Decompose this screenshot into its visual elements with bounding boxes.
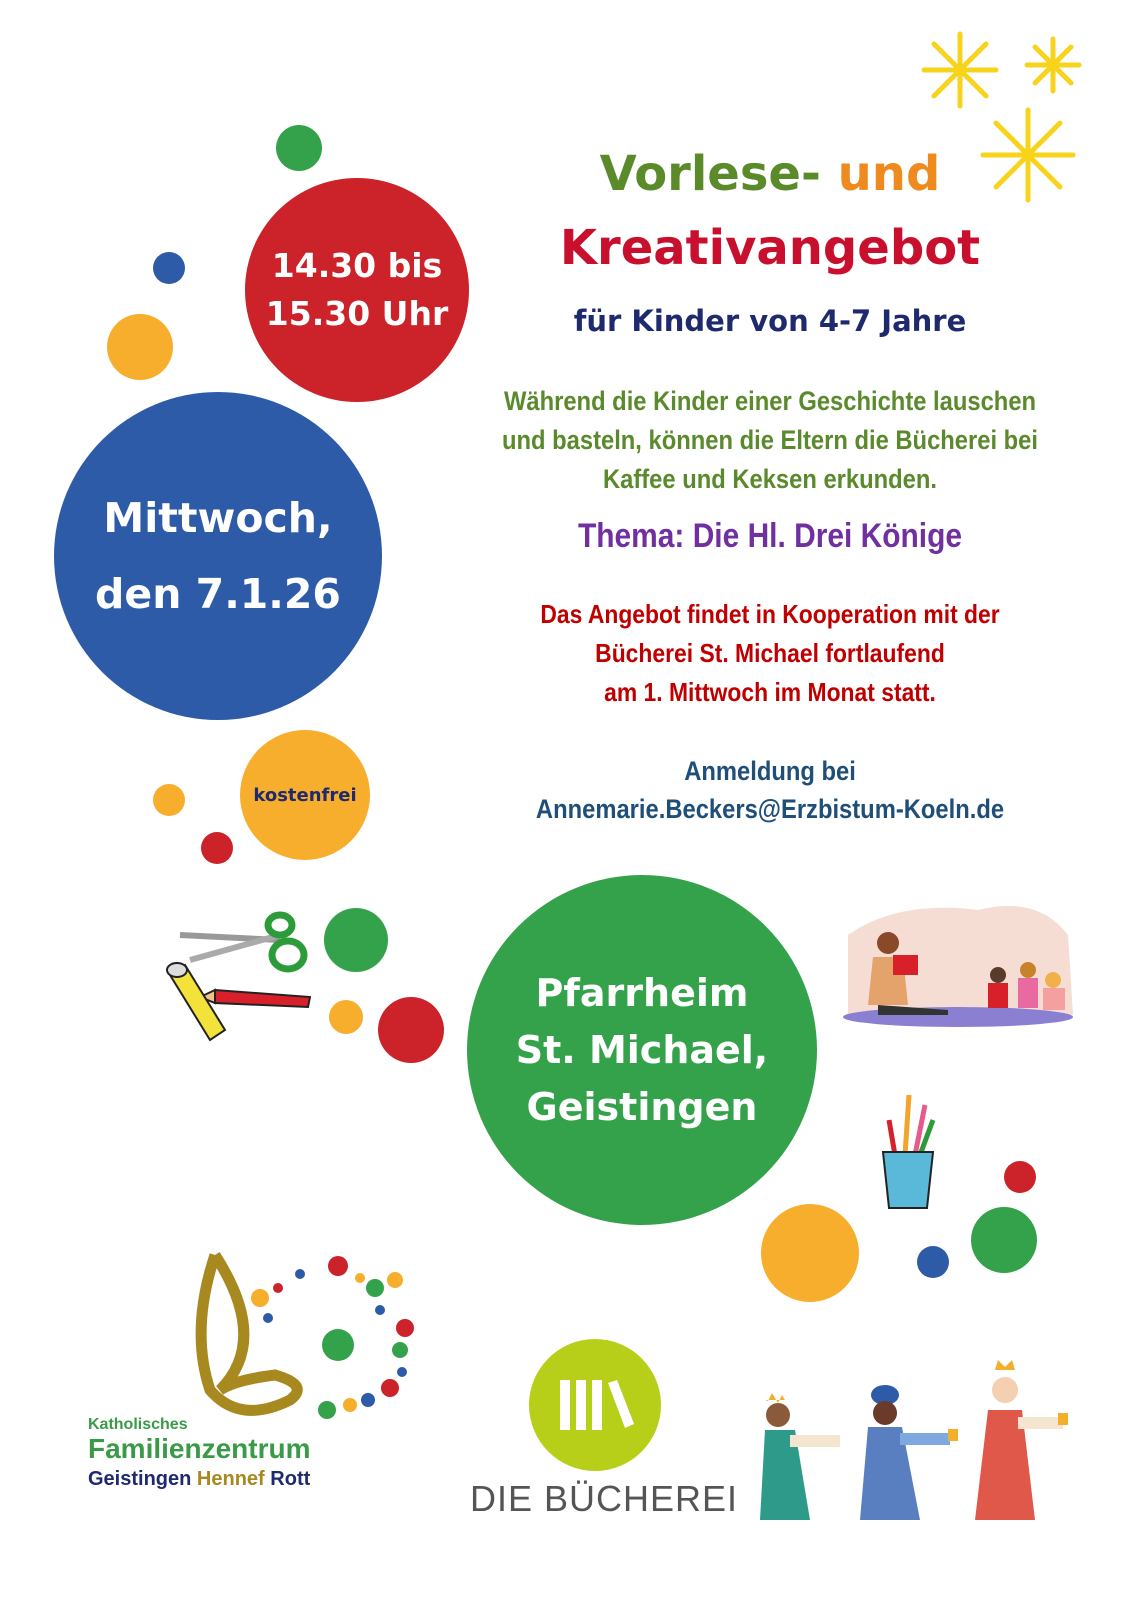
- dot-orange: [153, 784, 185, 816]
- location-badge: [467, 875, 817, 1225]
- logo-city-hennef: Hennef: [196, 1468, 265, 1490]
- cooperation-line: Bücherei St. Michael fortlaufend: [595, 638, 945, 668]
- logo-line1: Katholisches: [88, 1416, 188, 1433]
- logo-cities: [88, 1468, 310, 1491]
- books-icon: [560, 1380, 636, 1430]
- scissors-pencil-illustration: [160, 905, 320, 1050]
- dot-blue: [917, 1246, 949, 1278]
- title-line1: [520, 146, 1020, 202]
- registration-email[interactable]: Annemarie.Beckers@Erzbistum-Koeln.de: [535, 794, 1005, 824]
- logo-city-geistingen: Geistingen: [88, 1468, 192, 1490]
- description-line: Kaffee und Keksen erkunden.: [602, 464, 938, 494]
- dot-green: [276, 125, 322, 171]
- pencil-cup-illustration: [875, 1090, 945, 1210]
- location-line1: Pfarrheim: [535, 970, 749, 1015]
- location-line2: St. Michael,: [515, 1027, 769, 1072]
- logo-city-rott: Rott: [270, 1468, 311, 1490]
- description-line: Während die Kinder einer Geschichte lauschen: [503, 386, 1037, 416]
- dot-green: [971, 1207, 1037, 1273]
- dot-orange: [107, 314, 173, 380]
- registration: [420, 752, 1120, 828]
- reading-illustration: [838, 895, 1078, 1030]
- familienzentrum-logo-mark: [180, 1250, 420, 1440]
- three-kings-illustration: [760, 1355, 1080, 1525]
- description: [420, 382, 1120, 499]
- dot-red: [201, 832, 233, 864]
- location-line3: Geistingen: [526, 1084, 758, 1129]
- time-badge: [245, 178, 469, 402]
- buecherei-logo-text: DIE BÜCHEREI: [470, 1478, 739, 1519]
- time-start: 14.30 bis: [271, 246, 443, 285]
- dot-orange: [761, 1204, 859, 1302]
- cooperation-line: am 1. Mittwoch im Monat statt.: [604, 677, 936, 707]
- registration-label: Anmeldung bei: [684, 756, 856, 786]
- dot-red: [378, 997, 444, 1063]
- price-text: kostenfrei: [253, 784, 357, 806]
- date-badge: [54, 392, 382, 720]
- cooperation-line: Das Angebot findet in Kooperation mit der: [540, 599, 1000, 629]
- title-line2: Kreativangebot: [559, 220, 981, 276]
- dot-green: [324, 908, 388, 972]
- dot-red: [1004, 1161, 1036, 1193]
- theme: Thema: Die Hl. Drei Könige: [577, 517, 963, 555]
- dot-orange: [329, 1000, 363, 1034]
- date-day: den 7.1.26: [95, 570, 341, 618]
- familienzentrum-logo-text: [88, 1416, 310, 1491]
- cooperation-note: [420, 595, 1120, 712]
- audience: für Kinder von 4-7 Jahre: [573, 304, 967, 338]
- time-end: 15.30 Uhr: [265, 294, 449, 333]
- logo-line2: Familienzentrum: [88, 1433, 311, 1464]
- dot-blue: [153, 252, 185, 284]
- date-weekday: Mittwoch,: [103, 494, 333, 542]
- description-line: und basteln, können die Eltern die Bücherei bei: [501, 425, 1039, 455]
- title-part1: Vorlese-: [599, 146, 821, 202]
- price-badge: [240, 730, 370, 860]
- title-part2: und: [837, 146, 941, 202]
